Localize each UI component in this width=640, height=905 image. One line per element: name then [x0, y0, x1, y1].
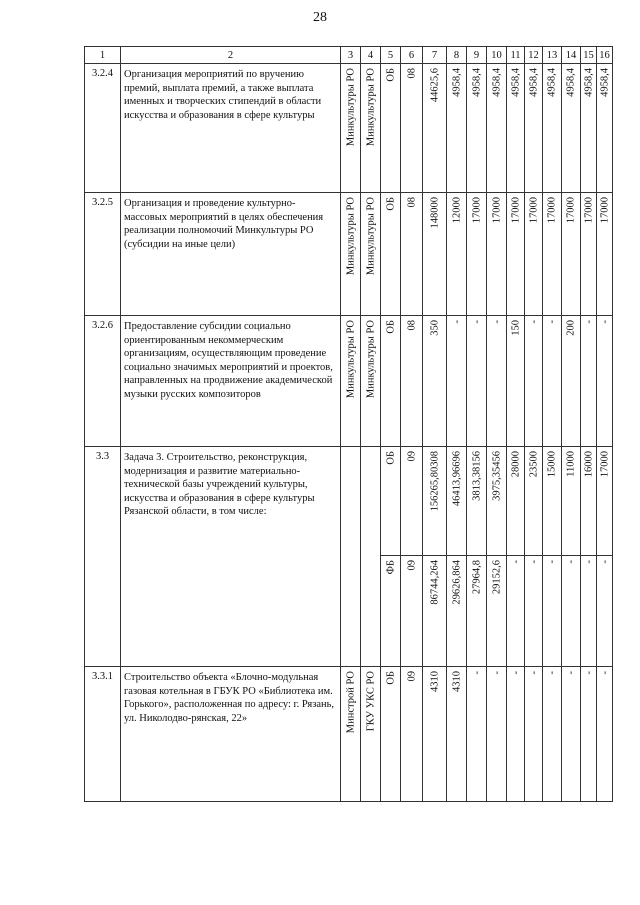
- value-cell-text: -: [510, 560, 521, 564]
- scan-mark: [22, 720, 24, 790]
- value-cell: [543, 193, 562, 316]
- value-cell-text: 148000: [429, 197, 440, 229]
- value-cell-text: -: [599, 320, 610, 324]
- source-cell-text: ОБ: [385, 320, 396, 334]
- value-cell: [562, 667, 581, 802]
- value-cell: [423, 556, 447, 667]
- table-row: [85, 64, 613, 193]
- value-cell: [487, 316, 507, 447]
- executor-cell: [341, 667, 361, 802]
- row-name: Задача 3. Строительство, реконструкция, модернизация и развитие материально-технической базы учреждений культуры, искусства и образования в сфере культуры Рязанской области, в том числе:: [121, 447, 341, 667]
- code-cell-text: 08: [406, 68, 417, 79]
- header-cell: 6: [401, 47, 423, 64]
- row-number: 3.2.4: [85, 64, 121, 193]
- value-cell: [597, 193, 613, 316]
- value-cell: [581, 447, 597, 556]
- value-cell-text: -: [599, 671, 610, 675]
- header-cell: 3: [341, 47, 361, 64]
- value-cell: [507, 556, 525, 667]
- value-cell: [525, 64, 543, 193]
- value-cell: [447, 556, 467, 667]
- value-cell: [447, 447, 467, 556]
- value-cell: [525, 316, 543, 447]
- value-cell: [562, 193, 581, 316]
- value-cell-text: 17000: [565, 197, 577, 224]
- value-cell: [423, 193, 447, 316]
- executor-cell-text: Минкультуры РО: [365, 68, 376, 147]
- value-cell: [597, 667, 613, 802]
- header-cell: 15: [581, 47, 597, 64]
- code-cell-text: 08: [406, 320, 417, 331]
- value-cell-text: 350: [429, 320, 440, 336]
- value-cell-text: -: [491, 671, 502, 675]
- value-cell: [562, 64, 581, 193]
- source-cell-text: ОБ: [385, 197, 396, 211]
- source-cell-text: ОБ: [385, 68, 396, 82]
- row-number: 3.3.1: [85, 667, 121, 802]
- table-row: [85, 667, 613, 802]
- header-cell: 16: [597, 47, 613, 64]
- executor-cell: [361, 447, 381, 667]
- value-cell-text: 44625,6: [429, 68, 440, 103]
- value-cell: [447, 64, 467, 193]
- value-cell-text: 29626,864: [451, 560, 462, 605]
- value-cell-text: 200: [565, 320, 577, 336]
- executor-cell: [361, 316, 381, 447]
- source-cell-text: ОБ: [385, 671, 396, 685]
- executor-cell: [361, 64, 381, 193]
- source-cell-text: ФБ: [385, 560, 396, 575]
- source-cell: [381, 556, 401, 667]
- value-cell-text: 23500: [528, 451, 539, 478]
- header-cell: 13: [543, 47, 562, 64]
- value-cell: [525, 193, 543, 316]
- executor-cell: [341, 447, 361, 667]
- executor-cell-text: Минстрой РО: [345, 671, 356, 734]
- value-cell-text: 4958,4: [546, 68, 558, 97]
- value-cell-text: 17000: [510, 197, 521, 224]
- value-cell-text: 12000: [451, 197, 462, 224]
- value-cell-text: -: [583, 320, 594, 324]
- source-cell-text: ОБ: [385, 451, 396, 465]
- value-cell: [507, 447, 525, 556]
- value-cell-text: 3813,38156: [471, 451, 482, 501]
- value-cell: [507, 193, 525, 316]
- value-cell: [562, 316, 581, 447]
- header-cell: 14: [562, 47, 581, 64]
- value-cell: [507, 316, 525, 447]
- value-cell-text: -: [565, 560, 577, 564]
- value-cell-text: 11000: [565, 451, 577, 477]
- row-number: 3.2.5: [85, 193, 121, 316]
- value-cell-text: 4310: [451, 671, 462, 692]
- code-cell-text: 09: [406, 451, 417, 462]
- value-cell-text: 28000: [510, 451, 521, 478]
- value-cell: [507, 64, 525, 193]
- value-cell: [543, 316, 562, 447]
- value-cell-text: 15000: [546, 451, 558, 478]
- executor-cell: [341, 316, 361, 447]
- value-cell: [487, 667, 507, 802]
- table-row: [85, 193, 613, 316]
- executor-cell-text: ГКУ УКС РО: [365, 671, 376, 732]
- code-cell-text: 09: [406, 560, 417, 571]
- source-cell: [381, 193, 401, 316]
- header-row: [85, 47, 613, 64]
- value-cell: [562, 447, 581, 556]
- value-cell: [423, 447, 447, 556]
- value-cell-text: -: [583, 671, 594, 675]
- value-cell-text: 17000: [546, 197, 558, 224]
- code-cell-text: 08: [406, 197, 417, 208]
- row-number: 3.3: [85, 447, 121, 667]
- table-row: [85, 316, 613, 447]
- value-cell: [423, 64, 447, 193]
- value-cell: [487, 447, 507, 556]
- value-cell-text: -: [471, 320, 482, 324]
- executor-cell-text: Минкультуры РО: [365, 197, 376, 276]
- value-cell: [597, 556, 613, 667]
- code-cell: [401, 447, 423, 556]
- value-cell: [447, 193, 467, 316]
- value-cell: [525, 556, 543, 667]
- value-cell: [423, 667, 447, 802]
- value-cell-text: -: [471, 671, 482, 675]
- value-cell: [581, 193, 597, 316]
- header-cell: 4: [361, 47, 381, 64]
- value-cell-text: 17000: [599, 197, 610, 224]
- value-cell-text: -: [528, 320, 539, 324]
- value-cell-text: 29152,6: [491, 560, 502, 595]
- header-cell: 1: [85, 47, 121, 64]
- value-cell-text: 4310: [429, 671, 440, 692]
- executor-cell: [361, 193, 381, 316]
- program-table: [84, 46, 613, 802]
- value-cell-text: -: [528, 560, 539, 564]
- value-cell-text: -: [451, 320, 462, 324]
- value-cell-text: 17000: [599, 451, 610, 478]
- header-cell: 8: [447, 47, 467, 64]
- value-cell: [467, 556, 487, 667]
- value-cell: [423, 316, 447, 447]
- value-cell-text: -: [528, 671, 539, 675]
- value-cell: [597, 447, 613, 556]
- value-cell-text: -: [546, 320, 558, 324]
- value-cell-text: -: [491, 320, 502, 324]
- value-cell: [543, 447, 562, 556]
- row-name: Предоставление субсидии социально ориентированным некоммерческим организациям, осуществляющим проведение социально значимых мероприятий и проектов, направленных на продвижение академической музыки русских композиторов: [121, 316, 341, 447]
- header-cell: 2: [121, 47, 341, 64]
- executor-cell: [341, 193, 361, 316]
- value-cell: [487, 193, 507, 316]
- row-name: Строительство объекта «Блочно-модульная газовая котельная в ГБУК РО «Библиотека им. Горького», расположенная по адресу: г. Рязань, ул. Николодво-рянская, 22»: [121, 667, 341, 802]
- value-cell: [467, 447, 487, 556]
- value-cell: [525, 667, 543, 802]
- executor-cell-text: Минкультуры РО: [345, 197, 356, 276]
- value-cell-text: 4958,4: [510, 68, 521, 97]
- value-cell: [543, 667, 562, 802]
- value-cell: [562, 556, 581, 667]
- code-cell: [401, 556, 423, 667]
- value-cell-text: 27964,8: [471, 560, 482, 595]
- code-cell-text: 09: [406, 671, 417, 682]
- executor-cell: [361, 667, 381, 802]
- header-cell: 7: [423, 47, 447, 64]
- value-cell: [543, 556, 562, 667]
- source-cell: [381, 64, 401, 193]
- value-cell-text: 4958,4: [451, 68, 462, 97]
- value-cell-text: -: [510, 671, 521, 675]
- header-cell: 5: [381, 47, 401, 64]
- code-cell: [401, 667, 423, 802]
- value-cell-text: 4958,4: [471, 68, 482, 97]
- value-cell-text: 4958,4: [599, 68, 610, 97]
- value-cell-text: 3975,35456: [491, 451, 502, 501]
- value-cell-text: 16000: [583, 451, 594, 478]
- value-cell-text: -: [599, 560, 610, 564]
- page-number: 28: [313, 10, 327, 25]
- value-cell: [467, 316, 487, 447]
- value-cell: [447, 316, 467, 447]
- executor-cell-text: Минкультуры РО: [365, 320, 376, 399]
- value-cell: [467, 667, 487, 802]
- value-cell-text: 17000: [583, 197, 594, 224]
- value-cell: [581, 316, 597, 447]
- value-cell: [487, 64, 507, 193]
- value-cell-text: -: [546, 671, 558, 675]
- value-cell-text: 86744,264: [429, 560, 440, 605]
- value-cell: [581, 556, 597, 667]
- value-cell-text: 46413,96696: [451, 451, 462, 507]
- value-cell-text: -: [546, 560, 558, 564]
- executor-cell-text: Минкультуры РО: [345, 68, 356, 147]
- value-cell-text: 17000: [528, 197, 539, 224]
- value-cell: [507, 667, 525, 802]
- value-cell: [447, 667, 467, 802]
- executor-cell: [341, 64, 361, 193]
- value-cell-text: 150: [510, 320, 521, 336]
- source-cell: [381, 667, 401, 802]
- value-cell-text: 4958,4: [565, 68, 577, 97]
- value-cell: [467, 193, 487, 316]
- value-cell-text: 4958,4: [491, 68, 502, 97]
- header-cell: 12: [525, 47, 543, 64]
- value-cell-text: 17000: [491, 197, 502, 224]
- value-cell: [597, 64, 613, 193]
- row-name: Организация и проведение культурно-массовых мероприятий в целях обеспечения реализации полномочий Минкультуры РО (субсидии на иные цели): [121, 193, 341, 316]
- code-cell: [401, 193, 423, 316]
- value-cell: [467, 64, 487, 193]
- value-cell-text: 17000: [471, 197, 482, 224]
- value-cell: [597, 316, 613, 447]
- value-cell-text: -: [565, 671, 577, 675]
- code-cell: [401, 316, 423, 447]
- value-cell-text: 156265,80308: [429, 451, 440, 512]
- value-cell-text: 4958,4: [583, 68, 594, 97]
- value-cell: [525, 447, 543, 556]
- value-cell: [581, 667, 597, 802]
- header-cell: 11: [507, 47, 525, 64]
- table-row: [85, 447, 613, 556]
- row-name: Организация мероприятий по вручению премий, выплата премий, а также выплата именных и творческих стипендий в области искусства и образования в сфере культуры: [121, 64, 341, 193]
- source-cell: [381, 447, 401, 556]
- executor-cell-text: Минкультуры РО: [345, 320, 356, 399]
- header-cell: 9: [467, 47, 487, 64]
- value-cell: [581, 64, 597, 193]
- value-cell-text: 4958,4: [528, 68, 539, 97]
- value-cell: [543, 64, 562, 193]
- code-cell: [401, 64, 423, 193]
- row-number: 3.2.6: [85, 316, 121, 447]
- source-cell: [381, 316, 401, 447]
- header-cell: 10: [487, 47, 507, 64]
- value-cell: [487, 556, 507, 667]
- value-cell-text: -: [583, 560, 594, 564]
